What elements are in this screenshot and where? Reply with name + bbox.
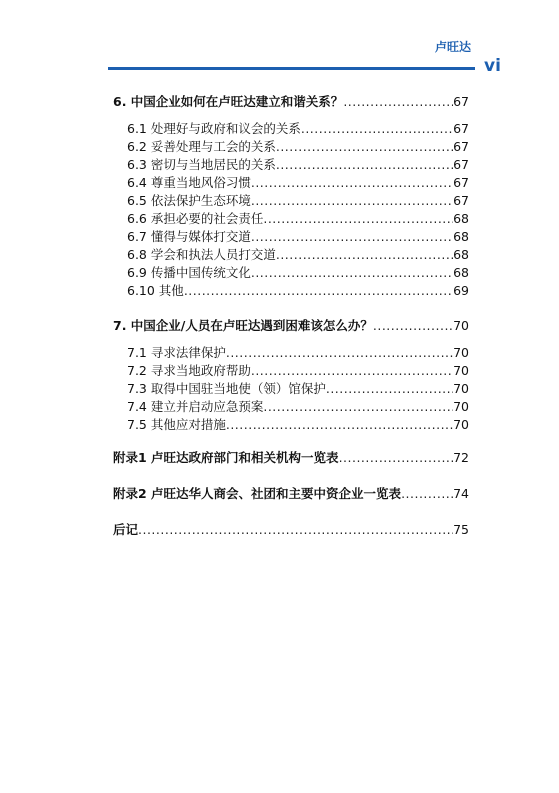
toc-entry-6-5[interactable]: 6.5 依法保护生态环境 ..... 67 bbox=[127, 192, 469, 210]
toc-entry-chapter-6[interactable]: 6. 中国企业如何在卢旺达建立和谐关系？ ..... 67 bbox=[113, 93, 469, 111]
toc-entry-6-8[interactable]: 6.8 学会和执法人员打交道 ..... 68 bbox=[127, 246, 469, 264]
toc-entry-6-6[interactable]: 6.6 承担必要的社会责任 ..... 68 bbox=[127, 210, 469, 228]
toc-entry-6-3[interactable]: 6.3 密切与当地居民的关系 ..... 67 bbox=[127, 156, 469, 174]
toc-entry-6-9[interactable]: 6.9 传播中国传统文化 ..... 68 bbox=[127, 264, 469, 282]
toc-entry-appendix-2[interactable]: 附录2 卢旺达华人商会、社团和主要中资企业一览表 ..... 74 bbox=[113, 485, 469, 503]
running-header-title: 卢旺达 bbox=[434, 40, 471, 54]
page-number: vi bbox=[484, 56, 501, 76]
toc-entry-7-1[interactable]: 7.1 寻求法律保护 ..... 70 bbox=[127, 344, 469, 362]
toc-entry-postscript[interactable]: 后记 ..... 75 bbox=[113, 521, 469, 539]
toc-entry-6-2[interactable]: 6.2 妥善处理与工会的关系 ..... 67 bbox=[127, 138, 469, 156]
toc-entry-7-2[interactable]: 7.2 寻求当地政府帮助 ..... 70 bbox=[127, 362, 469, 380]
toc-entry-6-4[interactable]: 6.4 尊重当地风俗习惯 ..... 67 bbox=[127, 174, 469, 192]
toc-entry-chapter-7[interactable]: 7. 中国企业/人员在卢旺达遇到困难该怎么办？ ..... 70 bbox=[113, 317, 469, 335]
toc-entry-6-7[interactable]: 6.7 懂得与媒体打交道 ..... 68 bbox=[127, 228, 469, 246]
toc-entry-6-1[interactable]: 6.1 处理好与政府和议会的关系 ..... 67 bbox=[127, 120, 469, 138]
toc-entry-appendix-1[interactable]: 附录1 卢旺达政府部门和相关机构一览表 ..... 72 bbox=[113, 449, 469, 467]
header-rule bbox=[108, 67, 475, 70]
toc-entry-7-3[interactable]: 7.3 取得中国驻当地使（领）馆保护 ..... 70 bbox=[127, 380, 469, 398]
toc-entry-7-5[interactable]: 7.5 其他应对措施 ..... 70 bbox=[127, 416, 469, 434]
toc-entry-6-10[interactable]: 6.10 其他 ..... 69 bbox=[127, 282, 469, 300]
toc-entry-7-4[interactable]: 7.4 建立并启动应急预案 ..... 70 bbox=[127, 398, 469, 416]
